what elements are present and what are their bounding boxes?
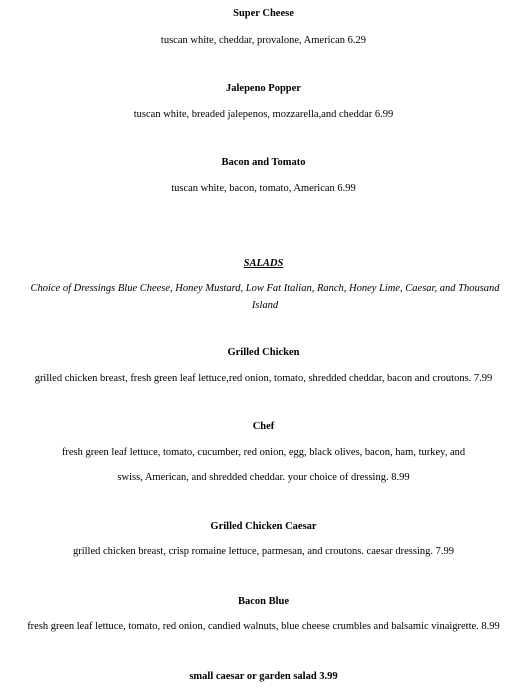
salad-name-bacon-blue: Bacon Blue xyxy=(237,596,290,607)
salad-name-grilled-chicken: Grilled Chicken xyxy=(227,347,300,358)
salad-desc-chef-line1: fresh green leaf lettuce, tomato, cucumber, red onion, egg, black olives, bacon, ham, turkey, and xyxy=(61,447,466,458)
item-name-jalepeno-popper: Jalepeno Popper xyxy=(226,83,301,94)
item-desc-super-cheese: tuscan white, cheddar, provalone, American 6.29 xyxy=(160,35,367,46)
dressings-note: Choice of Dressings Blue Cheese, Honey Mustard, Low Fat Italian, Ranch, Honey Lime, Caesar, and Thousand Island xyxy=(30,283,500,311)
side-salad-line: small caesar or garden salad 3.99 xyxy=(189,671,338,682)
item-name-super-cheese: Super Cheese xyxy=(233,8,294,19)
item-name-bacon-tomato: Bacon and Tomato xyxy=(221,157,306,168)
item-desc-jalepeno-popper: tuscan white, breaded jalepenos, mozzarella,and cheddar 6.99 xyxy=(133,109,394,120)
section-heading-salads: SALADS xyxy=(243,258,284,269)
salad-desc-chef-line2: swiss, American, and shredded cheddar. your choice of dressing. 8.99 xyxy=(117,472,410,483)
salad-desc-bacon-blue: fresh green leaf lettuce, tomato, red onion, candied walnuts, blue cheese crumbles and balsamic vinaigrette. 8.99 xyxy=(27,621,500,632)
salad-desc-grilled-chicken: grilled chicken breast, fresh green leaf lettuce,red onion, tomato, shredded cheddar, bacon and croutons. 7.99 xyxy=(34,373,493,384)
item-desc-bacon-tomato: tuscan white, bacon, tomato, American 6.99 xyxy=(171,183,356,194)
salad-name-chef: Chef xyxy=(252,421,275,432)
salad-desc-grilled-chicken-caesar: grilled chicken breast, crisp romaine lettuce, parmesan, and croutons. caesar dressing. 7.99 xyxy=(72,546,455,557)
salad-name-grilled-chicken-caesar: Grilled Chicken Caesar xyxy=(210,521,317,532)
